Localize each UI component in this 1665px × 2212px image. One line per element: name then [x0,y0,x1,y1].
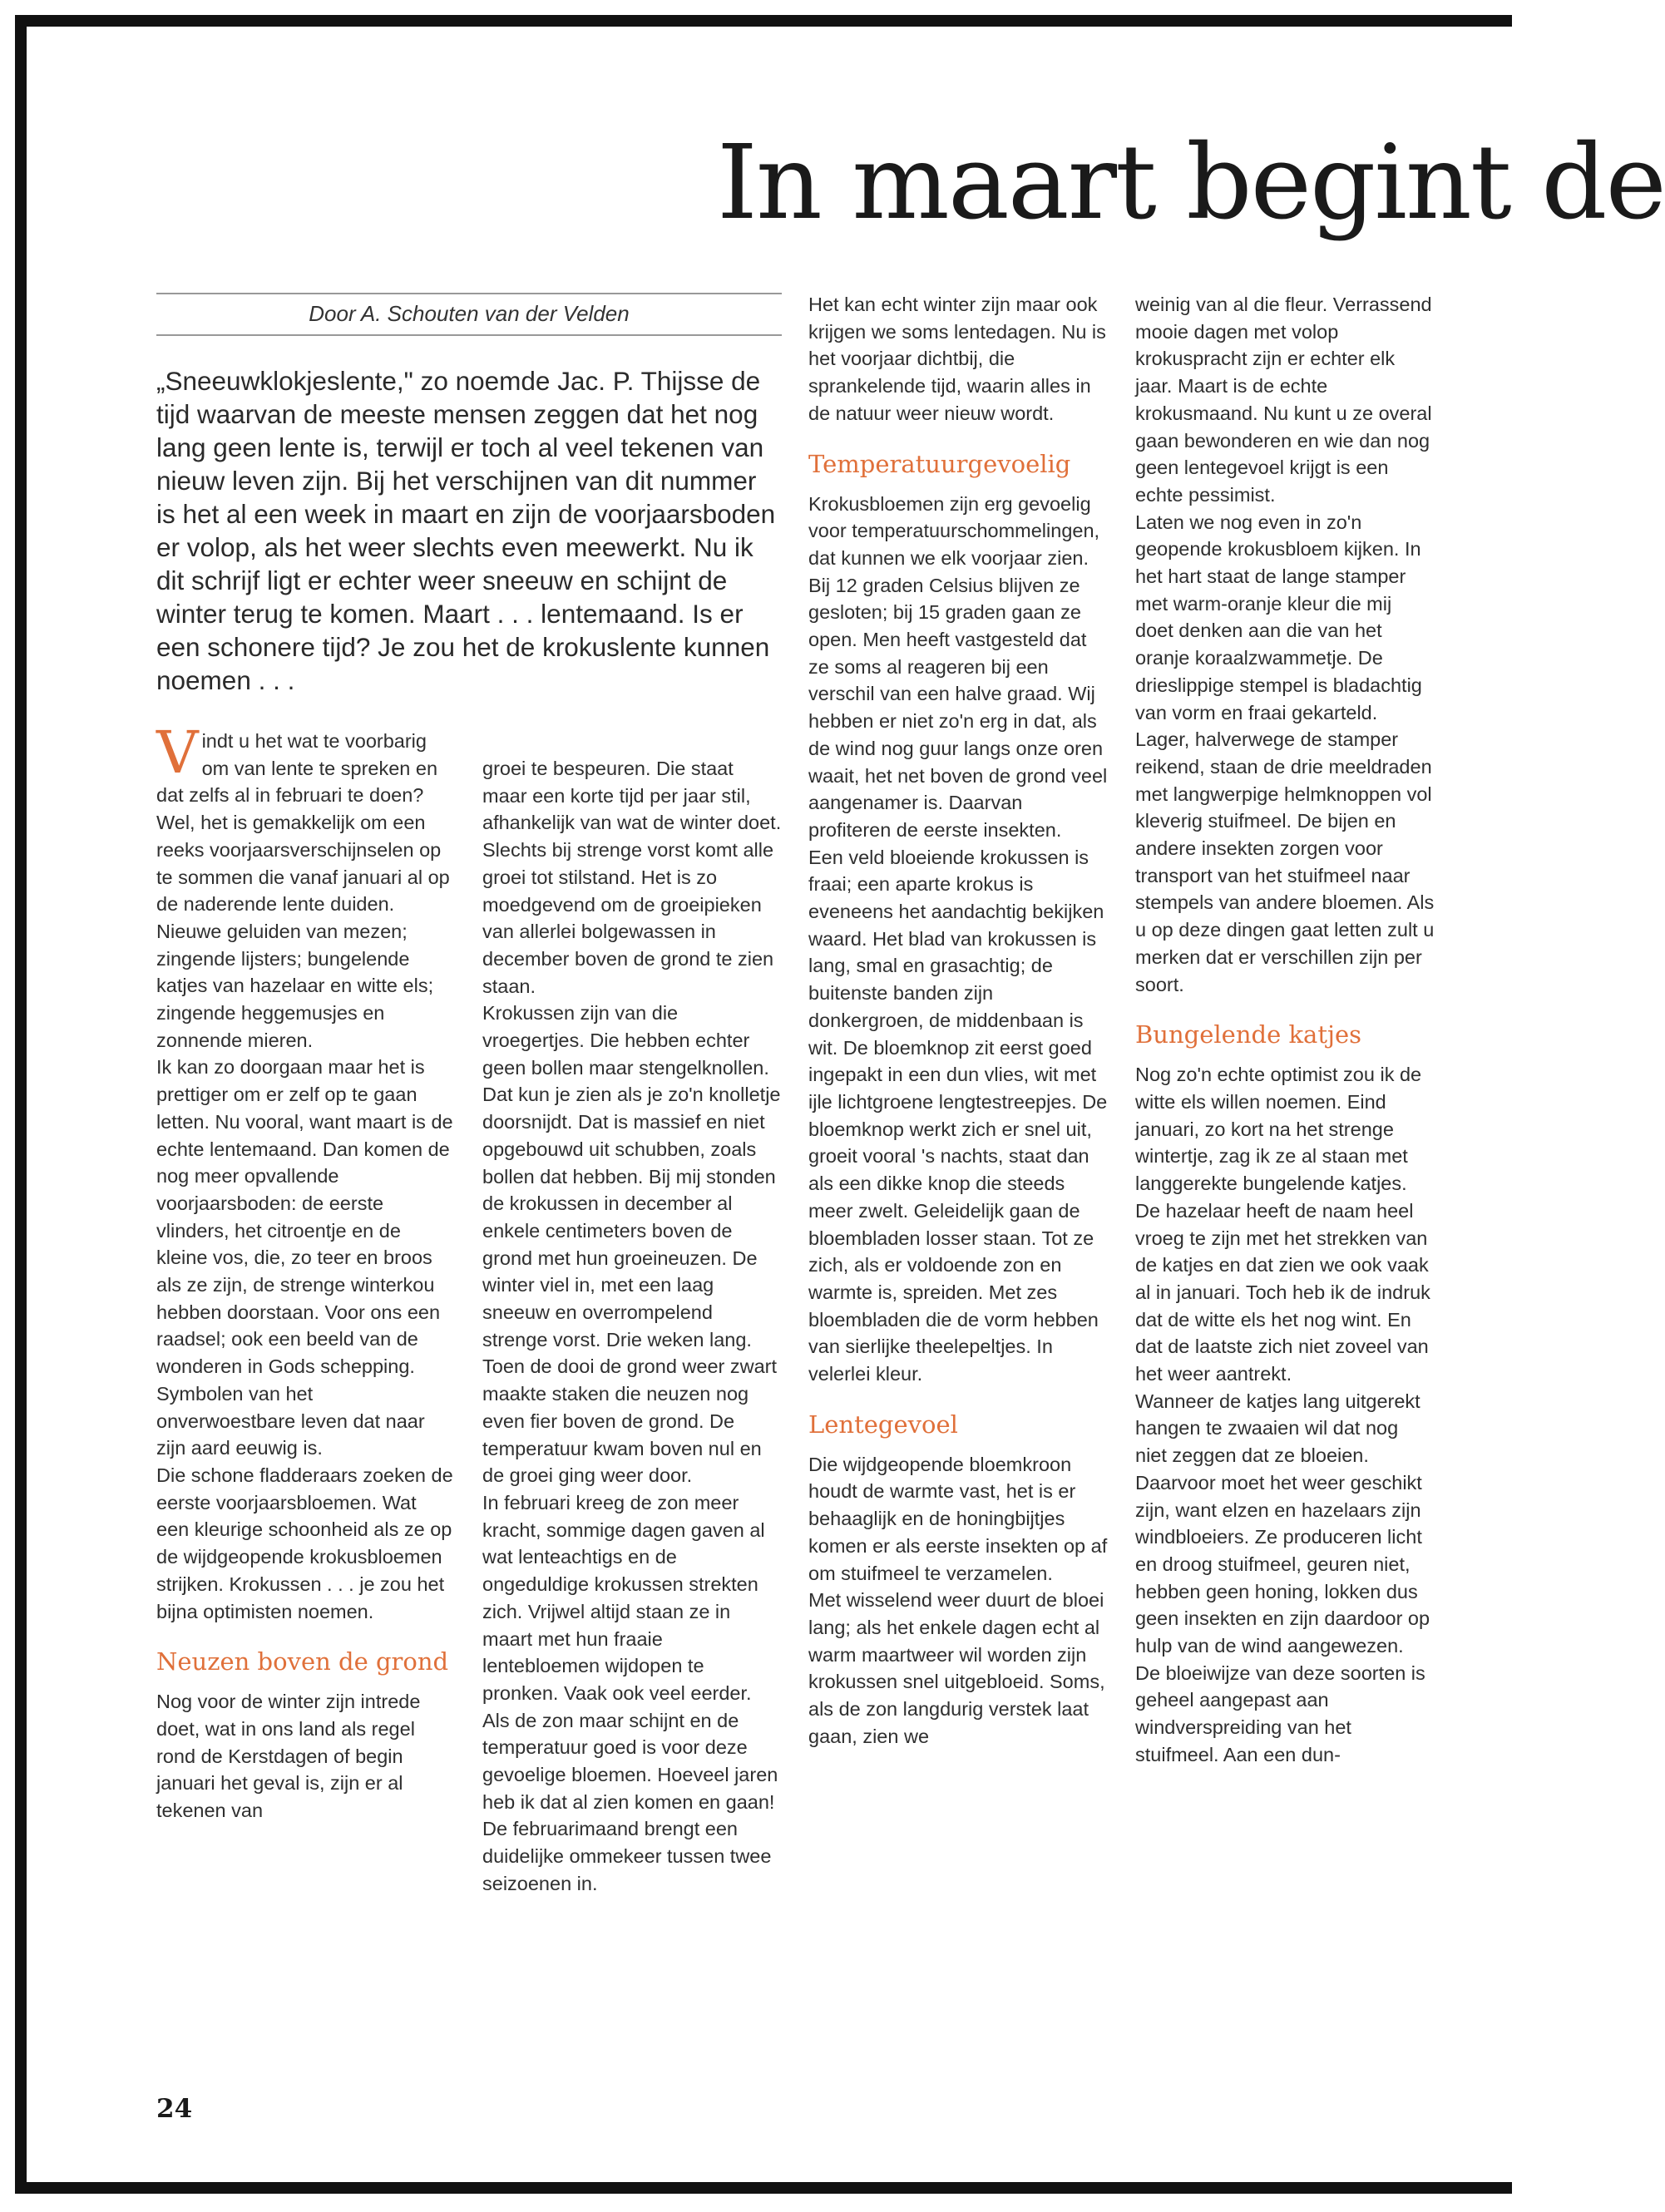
body-paragraph: Die schone fladderaars zoeken de eerste voorjaarsbloemen. Wat een kleurige schoonheid als ze op de wijdgeopende krokusbloemen strijken. Krokussen . . . je zou het bijna optimisten noemen. [156,1464,453,1622]
column-4 [1135,291,1435,1769]
page-number: 24 [156,2094,193,2124]
subheading: Bungelende katjes [1135,1020,1362,1049]
body-paragraph: Een veld bloeiende krokussen is fraai; een aparte krokus is eveneens het aandachtig bekijken waard. Het blad van krokussen is lang, smal en grasachtig; de buitenste banden zijn donkergroen, de middenbaan is wit. De bloemknop zit eerst goed ingepakt in een dun vlies, wit met ijle lichtgroene lengtestreepjes. De bloemknop werkt zich er snel uit, groeit vooral 's nachts, staat dan als een dikke knop die steeds meer zwelt. Geleidelijk gaan de bloembladen losser staan. Tot ze zich, als er voldoende zon en warmte is, spreiden. Met zes bloembladen die de vorm hebben van sierlijke theelepeltjes. In velerlei kleur. [808,846,1108,1385]
column-1 [156,718,454,1824]
body-paragraph: De bloeiwijze van deze soorten is geheel aangepast aan windverspreiding van het stuifmeel. Aan een dun- [1135,1661,1425,1765]
subheading: Temperatuurgevoelig [808,449,1071,478]
drop-cap: V [156,718,199,787]
body-paragraph: In februari kreeg de zon meer kracht, sommige dagen gaven al wat lenteachtigs en de ongeduldige krokussen strekten zich. Vrijwel altijd staan ze in maart met hun fraaie lentebloemen wijdopen te pronken. Vaak ook veel eerder. Als de zon maar schijnt en de temperatuur goed is voor deze gevoelige bloemen. Hoeveel jaren heb ik dat al zien komen en gaan! [482,1491,778,1813]
body-paragraph: Ik kan zo doorgaan maar het is prettiger om er zelf op te gaan letten. Nu vooral, want maart is de echte lentemaand. Dan komen de nog meer opvallende voorjaarsboden: de eerste vlinders, het citroentje en de kleine vos, die, zo teer en broos als ze zijn, de strenge winterkou hebben doorstaan. Voor ons een raadsel; ook een beeld van de wonderen in Gods schepping. Symbolen van het onverwoestbare leven dat naar zijn aard eeuwig is. [156,1056,453,1459]
byline-rule [156,293,782,336]
byline: Door A. Schouten van der Velden [309,301,630,326]
body-paragraph: Nog zo'n echte optimist zou ik de witte els willen noemen. Eind januari, zo kort na het strenge wintertje, zag ik ze al staan met langgerekte bungelende katjes. De hazelaar heeft de naam heel vroeg te zijn met het strekken van de katjes en dat zien we ook vaak al in januari. Toch heb ik de indruk dat de witte els het nog wint. En dat de laatste zich niet zoveel van het weer aantrekt. [1135,1064,1430,1385]
body-paragraph: Met wisselend weer duurt de bloei lang; als het enkele dagen echt al warm maartweer wil worden zijn krokussen snel uitgebloeid. Soms, als de zon langdurig verstek laat gaan, zien we [808,1589,1105,1747]
body-paragraph: Die wijdgeopende bloemkroon houdt de warmte vast, het is er behaaglijk en de honingbijtjes komen er als eerste insekten op af om stuifmeel te verzamelen. [808,1453,1108,1584]
article-title: In maart begint de [717,123,1665,243]
body-paragraph: weinig van al die fleur. Verrassend mooie dagen met volop krokuspracht zijn er echter elk jaar. Maart is de echte krokusmaand. Nu kunt u ze overal gaan bewonderen en wie dan nog geen lentegevoel krijgt is een echte pessimist. [1135,294,1432,506]
body-paragraph: Wanneer de katjes lang uitgerekt hangen te zwaaien wil dat nog niet zeggen dat ze bloeien. Daarvoor moet het weer geschikt zijn, want elzen en hazelaars zijn windbloeiers. Ze produceren licht en droog stuifmeel, geuren niet, hebben geen honing, lokken dus geen insekten en zijn daardoor op hulp van de wind aangewezen. [1135,1390,1430,1657]
body-paragraph: Krokusbloemen zijn erg gevoelig voor temperatuurschommelingen, dat kunnen we elk voorjaar zien. Bij 12 graden Celsius blijven ze gesloten; bij 15 graden gaan ze open. Men heeft vastgesteld dat ze soms al reageren bij een verschil van een halve graad. Wij hebben er niet zo'n erg in dat, als de wind nog guur langs onze oren waait, het net boven de grond veel aangenamer is. Daarvan profiteren de eerste insekten. [808,492,1108,841]
intro-paragraph: „Sneeuwklokjeslente," zo noemde Jac. P. Thijsse de tijd waarvan de meeste mensen zeggen dat het nog lang geen lente is, terwijl er toch al veel tekenen van nieuw leven zijn. Bij het verschijnen van dit nummer is het al een week in maart en zijn de voorjaarsboden er volop, als het weer slechts even meewerkt. Nu ik dit schrijf ligt er echter weer sneeuw en schijnt de winter terug te komen. Maart . . . lentemaand. Is er een schonere tijd? Je zou het de krokuslente kunnen noemen . . . [156,366,776,695]
body-paragraph: Krokussen zijn van die vroegertjes. Die hebben echter geen bollen maar stengelknollen. Dat kun je zien als je zo'n knolletje doorsnijdt. Dat is massief en niet opgebouwd uit schubben, zoals bollen dat hebben. Bij mij stonden de krokussen in december al enkele centimeters boven de grond met hun groeineuzen. De winter viel in, met een laag sneeuw en overrompelend strenge vorst. Drie weken lang. [482,1002,781,1350]
column-3 [808,291,1108,1750]
column-2 [482,755,782,1898]
body-paragraph: De februarimaand brengt een duidelijke ommekeer tussen twee seizoenen in. [482,1818,772,1894]
subheading: Lentegevoel [808,1410,958,1439]
body-paragraph: Laten we nog even in zo'n geopende krokusbloem kijken. In het hart staat de lange stamper met warm-oranje kleur die mij doet denken aan die van het oranje koraalzwammetje. De drieslippige stempel is bladachtig van vorm en fraai gekarteld. Lager, halverwege de stamper reikend, staan de drie meeldraden met langwerpige helmknoppen vol kleverig stuifmeel. De bijen en andere insekten zorgen voor transport van het stuifmeel naar stempels van andere bloemen. Als u op deze dingen gaat letten zult u merken dat er verschillen zijn per soort. [1135,511,1435,995]
body-paragraph: Nog voor de winter zijn intrede doet, wat in ons land als regel rond de Kerstdagen of begin januari het geval is, zijn er al tekenen van [156,1691,421,1822]
body-paragraph: Het kan echt winter zijn maar ook krijgen we soms lentedagen. Nu is het voorjaar dichtbij, die sprankelende tijd, waarin alles in de natuur weer nieuw wordt. [808,294,1106,424]
body-paragraph: groei te bespeuren. Die staat maar een korte tijd per jaar stil, afhankelijk van wat de winter doet. Slechts bij strenge vorst komt alle groei tot stilstand. Het is zo moedgevend om de groeipieken van allerlei bolgewassen in december boven de grond te zien staan. [482,758,782,997]
body-paragraph: Toen de dooi de grond weer zwart maakte staken die neuzen nog even fier boven de grond. De temperatuur kwam boven nul en de groei ging weer door. [482,1355,778,1487]
subheading: Neuzen boven de grond [156,1647,449,1676]
body-paragraph: Vindt u het wat te voorbarig om van lente te spreken en dat zelfs al in februari te doen? Wel, het is gemakkelijk om een reeks voorjaarsverschijnselen op te sommen die vanaf januari al op de naderende lente duiden. Nieuwe geluiden van mezen; zingende lijsters; bungelende katjes van hazelaar en witte els; zingende heggemusjes en zonnende mieren. [156,718,450,1051]
